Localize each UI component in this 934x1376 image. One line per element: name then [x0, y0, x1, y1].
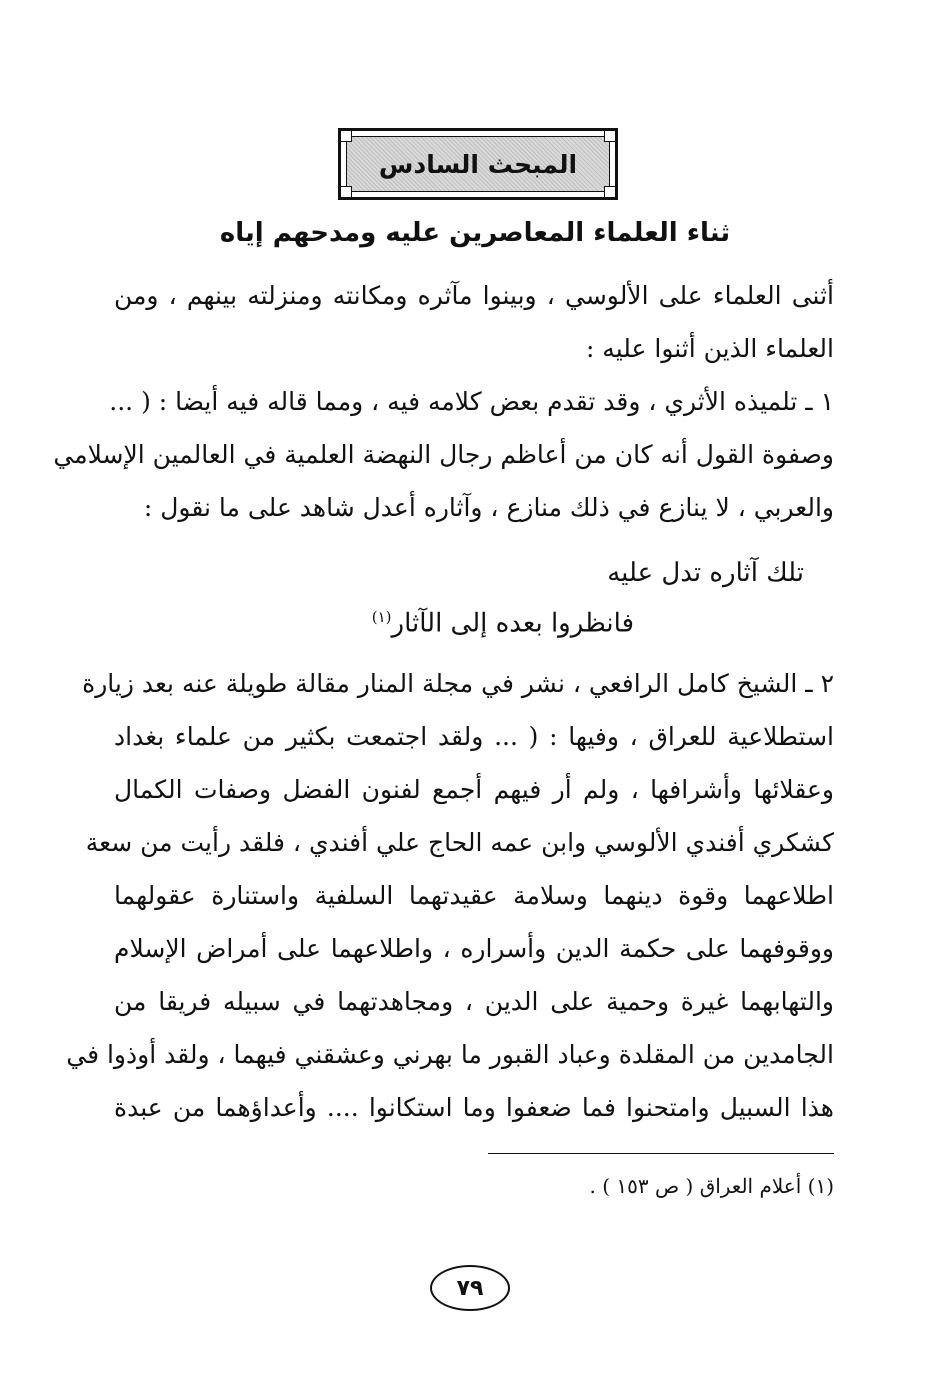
page-number: ٧٩	[456, 1275, 484, 1301]
text-line: والتهابهما غيرة وحمية على الدين ، ومجاهدتهما في سبيله فريقا من	[114, 987, 834, 1016]
section-title: ثناء العلماء المعاصرين عليه ومدحهم إياه	[219, 218, 731, 248]
chapter-heading-panel	[346, 136, 610, 192]
text-line: اطلاعهما وقوة دينهما وسلامة عقيدتهما السلفية واستنارة عقولهما	[114, 881, 834, 910]
verse-line-2	[372, 608, 634, 639]
text-line: استطلاعية للعراق ، وفيها : ( ... ولقد اجتمعت بكثير من علماء بغداد	[114, 722, 834, 751]
page-number-frame	[430, 1265, 510, 1311]
verse-line-2-text: فانظروا بعده إلى الآثار	[391, 608, 634, 639]
text-line: ٢ ـ الشيخ كامل الرافعي ، نشر في مجلة المنار مقالة طويلة عنه بعد زيارة	[82, 669, 834, 698]
text-line: هذا السبيل وامتحنوا فما ضعفوا وما استكانوا .... وأعداؤهما من عبدة	[114, 1093, 834, 1122]
text-line: والعربي ، لا ينازع في ذلك منازع ، وآثاره أعدل شاهد على ما نقول :	[143, 493, 834, 522]
text-line: كشكري أفندي الألوسي وابن عمه الحاج علي أفندي ، فلقد رأيت من سعة	[85, 828, 834, 857]
text-line: ووقوفهما على حكمة الدين وأسراره ، واطلاعهما على أمراض الإسلام	[114, 934, 834, 963]
chapter-heading-frame	[338, 128, 618, 200]
chapter-heading: المبحث السادس	[378, 149, 578, 179]
text-line: الجامدين من المقلدة وعباد القبور ما بهرني وعشقني فيهما ، ولقد أوذوا في	[66, 1040, 834, 1069]
footnote: (١) أعلام العراق ( ص ١٥٣ ) .	[589, 1174, 834, 1198]
ornament-corner-icon	[604, 186, 616, 198]
ornament-corner-icon	[340, 186, 352, 198]
text-line: أثنى العلماء على الألوسي ، وبينوا مآثره ومكانته ومنزلته بينهم ، ومن	[114, 281, 834, 310]
text-line: وعقلائها وأشرافها ، ولم أر فيهم أجمع لفنون الفضل وصفات الكمال	[114, 775, 834, 804]
text-line: العلماء الذين أثنوا عليه :	[585, 334, 834, 363]
verse-line-1: تلك آثاره تدل عليه	[607, 558, 804, 588]
text-line: ١ ـ تلميذه الأثري ، وقد تقدم بعض كلامه فيه ، ومما قاله فيه أيضا : ( ...	[109, 387, 834, 416]
footnote-marker: (١)	[371, 608, 392, 626]
footnote-separator	[488, 1153, 834, 1154]
ornament-corner-icon	[604, 130, 616, 142]
ornament-corner-icon	[340, 130, 352, 142]
text-line: وصفوة القول أنه كان من أعاظم رجال النهضة العلمية في العالمين الإسلامي	[53, 440, 834, 469]
